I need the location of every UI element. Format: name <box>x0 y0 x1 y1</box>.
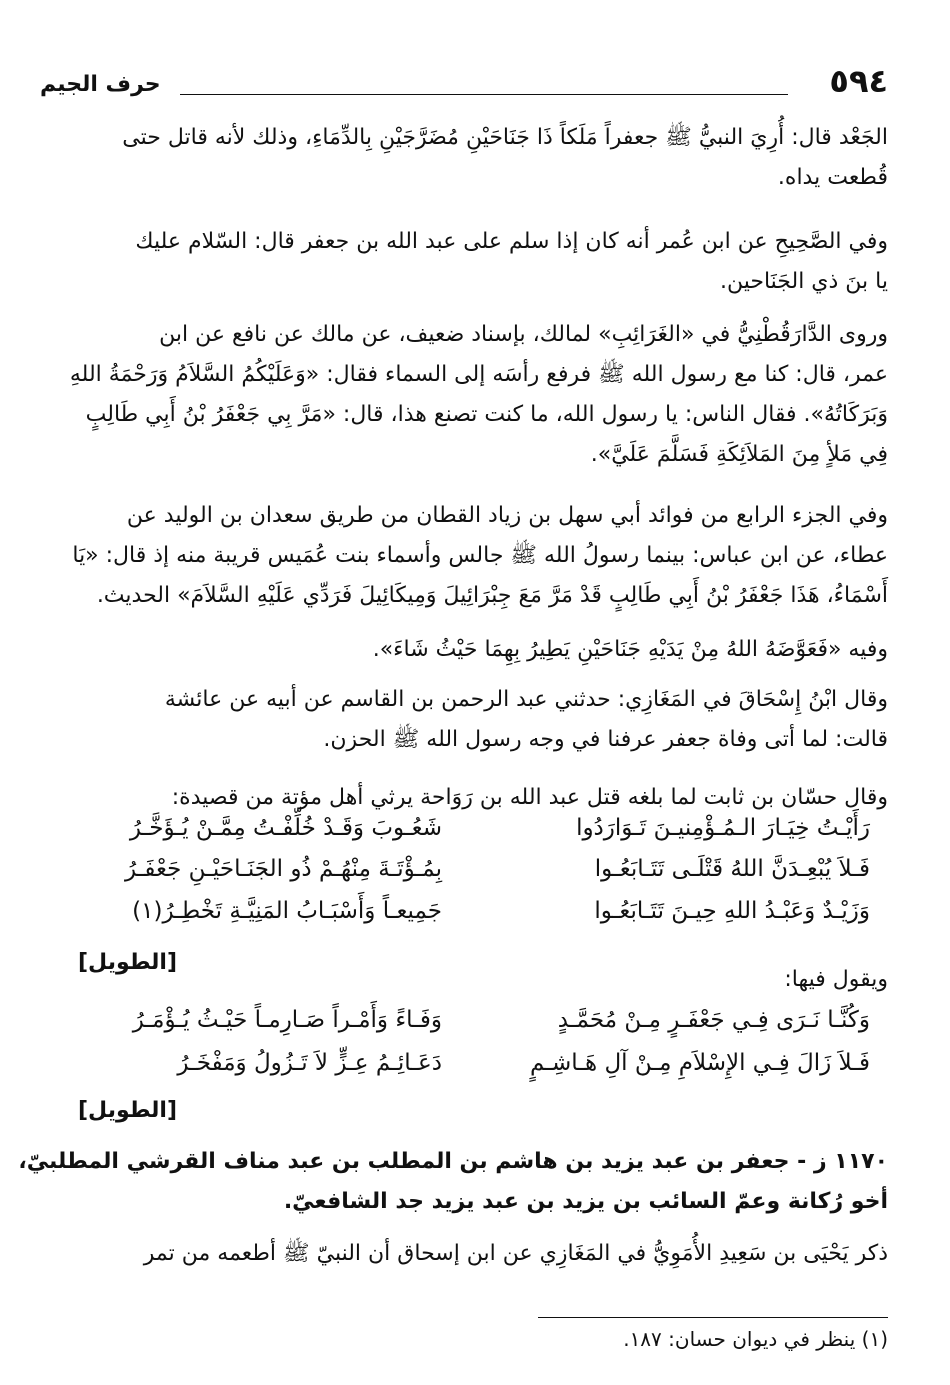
text-line: يا بنَ ذي الجَنَاحين. <box>719 269 888 294</box>
verse-second-hemistich: دَعَـائِـمُ عِـزٍّ لاَ تَـزُولُ وَمَفْخَـرُ <box>177 1050 442 1076</box>
text-line: فِي مَلأٍ مِنَ المَلاَئِكَةِ فَسَلَّمَ عَلَيَّ». <box>590 442 888 467</box>
text-line: وَبَرَكَاتُهُ». فقال الناس: يا رسول الله، ما كنت تصنع هذا، قال: «مَرَّ بِي جَعْفَرُ بْنُ أَبِي طَالِبٍ <box>85 402 888 427</box>
paragraph-6 <box>70 680 888 760</box>
text-line: أخو رُكانة وعمّ السائب بن يزيد بن عبد يزيد جد الشافعيّ. <box>283 1189 888 1214</box>
paragraph-4 <box>70 496 888 616</box>
paragraph-2 <box>70 222 888 302</box>
verse-first-hemistich: وَكُنَّـا نَـرَى فِـي جَعْفَـرٍ مِـنْ مُحَمَّـدٍ <box>557 1007 870 1033</box>
text-line: عمر، قال: كنا مع رسول الله ﷺ فرفع رأسَه إلى السماء فقال: «وَعَلَيْكُمُ السَّلاَمُ وَرَحْمَةُ اللهِ <box>69 362 888 387</box>
verse-first-hemistich: فَـلاَ زَالَ فِـي الإِسْلاَمِ مِـنْ آلِ هَـاشِـمٍ <box>529 1050 870 1076</box>
verse-second-hemistich: جَمِيعـاً وَأَسْبَـابُ المَنِيَّـةِ تَخْطِـرُ(١) <box>132 898 442 924</box>
verse-first-hemistich: وَزَيْـدٌ وَعَبْـدُ اللهِ حِيـنَ تَتَـابَعُـوا <box>594 898 870 924</box>
text-line: ١١٧٠ ز - جعفر بن عبد يزيد بن هاشم بن المطلب بن عبد مناف القرشي المطلبيّ، <box>18 1149 888 1174</box>
text-line: أَسْمَاءُ، هَذَا جَعْفَرُ بْنُ أَبِي طَالِبٍ قَدْ مَرَّ مَعَ جِبْرَائِيلَ وَمِيكَائِيلَ فَرَدِّي عَلَيْهِ السَّلاَمَ» الحديث. <box>96 583 888 608</box>
paragraph-1 <box>70 118 888 198</box>
verse-line <box>62 815 870 853</box>
chapter-title: حرف الجيم <box>40 72 161 97</box>
paragraph-5 <box>70 630 888 670</box>
verse-first-hemistich: فَـلاَ يُبْعِـدَنَّ اللهُ قَتْلَـى تَتَـابَعُـوا <box>594 856 870 882</box>
text-line: وفي الجزء الرابع من فوائد أبي سهل بن زياد القطان من طريق سعدان بن الوليد عن <box>126 503 888 528</box>
text-line: ذكر يَحْيَى بن سَعِيدِ الأُمَوِيُّ في المَغَازِي عن ابن إسحاق أن النبيّ ﷺ أطعمه من تمر <box>143 1241 888 1266</box>
paragraph-3 <box>70 315 888 475</box>
paragraph-7 <box>70 778 888 818</box>
text-line: وفيه «فَعَوَّضَهُ اللهُ مِنْ يَدَيْهِ جَنَاحَيْنِ يَطِيرُ بِهِمَا حَيْثُ شَاءَ». <box>372 637 888 662</box>
verse-second-hemistich: بِمُـؤْتَـةَ مِنْهُـمْ ذُو الجَنَـاحَيْـنِ جَعْفَـرُ <box>124 856 442 882</box>
footnote: (١) ينظر في ديوان حسان: ١٨٧. <box>623 1327 888 1351</box>
entry-heading <box>18 1142 888 1222</box>
page-number: ٥٩٤ <box>829 62 888 100</box>
text-line: وقال ابْنُ إِسْحَاقَ في المَغَازِي: حدثني عبد الرحمن بن القاسم عن أبيه عن عائشة <box>164 687 888 712</box>
verse-second-hemistich: شَعُـوبَ وَقَـدْ خُلِّفْـتُ مِمَّـنْ يُـؤَخَّـرُ <box>129 815 442 841</box>
text-line: وروى الدَّارَقُطْنِيُّ في «الغَرَائِبِ» لمالك، بإسناد ضعيف، عن مالك عن نافع عن ابن <box>159 322 888 347</box>
verse-first-hemistich: رَأَيْـتُ خِيَـارَ الـمُـؤْمِنيـنَ تَـوَارَدُوا <box>576 815 870 841</box>
verse-second-hemistich: وَفَـاءً وَأَمْـراً صَـارِمـاً حَيْـثُ يُـؤْمَـرُ <box>132 1007 442 1033</box>
meter-label: [الطويل] <box>78 1098 178 1123</box>
verse-line <box>62 856 870 894</box>
page-header <box>40 62 888 102</box>
footnote-rule <box>538 1317 888 1318</box>
verse-line <box>62 1007 870 1045</box>
text-line: عطاء، عن ابن عباس: بينما رسولُ الله ﷺ جالس وأسماء بنت عُمَيس قريبة منه إذ قال: «يَا <box>72 543 888 568</box>
text-line: وقال حسّان بن ثابت لما بلغه قتل عبد الله بن رَوَاحة يرثي أهل مؤتة من قصيدة: <box>171 785 888 810</box>
text-line: وفي الصَّحِيحِ عن ابن عُمر أنه كان إذا سلم على عبد الله بن جعفر قال: السّلام عليك <box>135 229 888 254</box>
verse-line <box>62 898 870 936</box>
verse-line <box>62 1050 870 1088</box>
poem-intro <box>70 960 888 1000</box>
text-line: ويقول فيها: <box>784 967 888 992</box>
text-line: الجَعْد قال: أُرِيَ النبيُّ ﷺ جعفراً مَلَكاً ذَا جَنَاحَيْنِ مُضَرَّجَيْنِ بِالدِّمَاءِ، وذلك لأنه قاتل حتى <box>122 125 888 150</box>
meter-label: [الطويل] <box>78 950 178 975</box>
paragraph-8 <box>70 1234 888 1274</box>
text-line: قالت: لما أتى وفاة جعفر عرفنا في وجه رسول الله ﷺ الحزن. <box>323 727 888 752</box>
text-line: قُطعت يداه. <box>777 165 888 190</box>
header-rule <box>180 94 788 95</box>
